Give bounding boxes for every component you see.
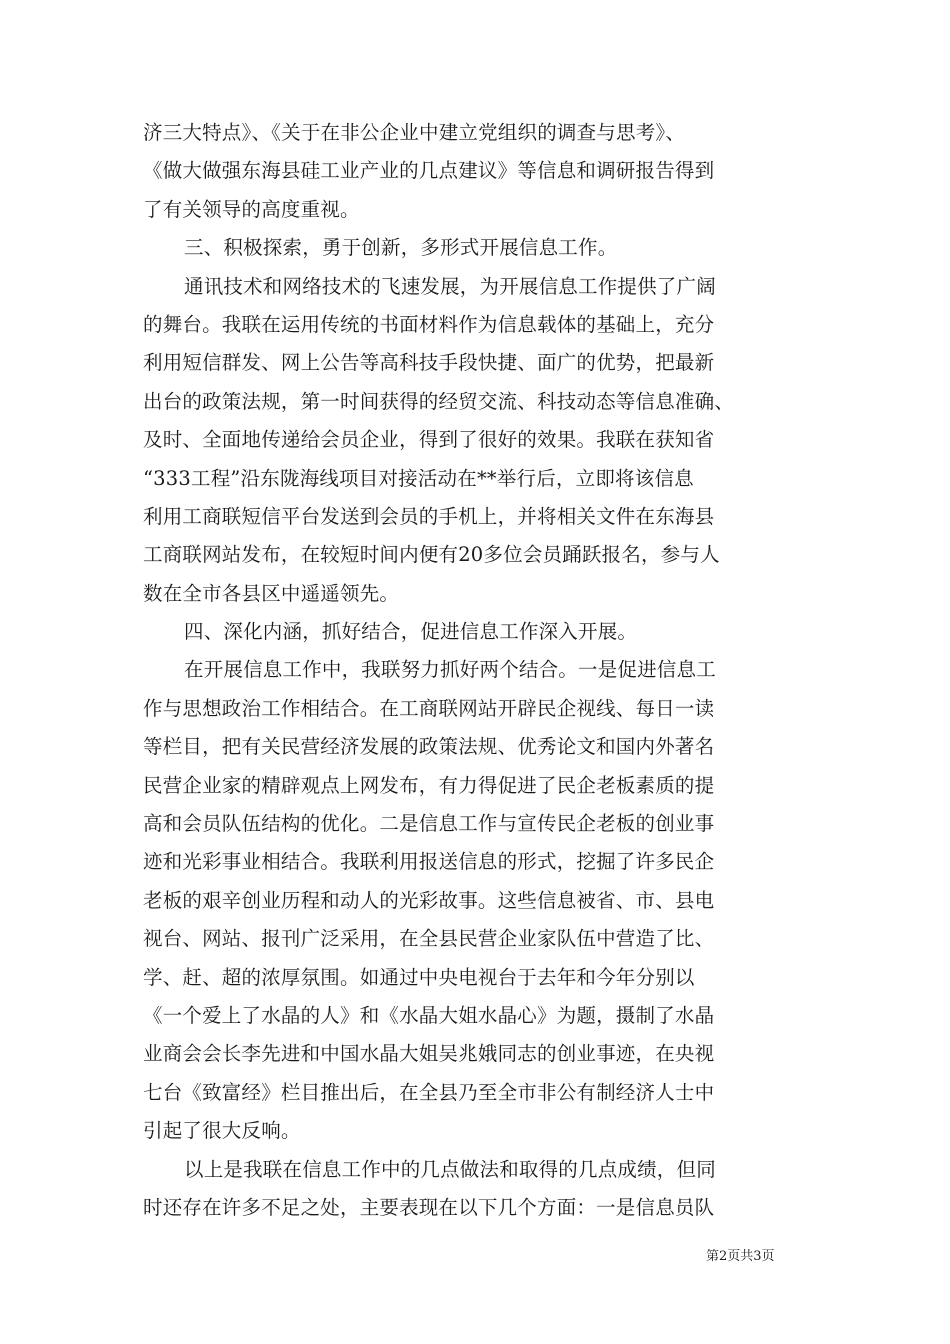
text-line: 利用工商联短信平台发送到会员的手机上，并将相关文件在东海县 xyxy=(143,504,715,528)
section-heading-4: 四、深化内涵，抓好结合，促进信息工作深入开展。 xyxy=(184,620,638,644)
text-line: 出台的政策法规，第一时间获得的经贸交流、科技动态等信息准确、 xyxy=(143,389,735,413)
text-line: 的舞台。我联在运用传统的书面材料作为信息载体的基础上，充分 xyxy=(143,312,715,336)
text-line: “333工程”沿东陇海线项目对接活动在**举行后，立即将该信息 xyxy=(143,466,694,490)
text-line: 七台《致富经》栏目推出后，在全县乃至全市非公有制经济人士中 xyxy=(143,1080,715,1104)
text-line: 业商会会长李先进和中国水晶大姐吴兆娥同志的创业事迹，在央视 xyxy=(143,1042,715,1066)
text-line: 等栏目，把有关民营经济发展的政策法规、优秀论文和国内外著名 xyxy=(143,735,715,759)
text-line: 引起了很大反响。 xyxy=(143,1119,301,1143)
text-line: 视台、网站、报刊广泛采用，在全县民营企业家队伍中营造了比、 xyxy=(143,927,715,951)
text-line: 通讯技术和网络技术的飞速发展，为开展信息工作提供了广阔 xyxy=(184,274,716,298)
text-line: 作与思想政治工作相结合。在工商联网站开辟民企视线、每日一读 xyxy=(143,696,715,720)
section-heading-3: 三、积极探索，勇于创新，多形式开展信息工作。 xyxy=(184,236,618,260)
text-line: 民营企业家的精辟观点上网发布，有力得促进了民企老板素质的提 xyxy=(143,773,715,797)
text-line: 高和会员队伍结构的优化。二是信息工作与宣传民企老板的创业事 xyxy=(143,812,715,836)
text-line: 利用短信群发、网上公告等高科技手段快捷、面广的优势，把最新 xyxy=(143,351,715,375)
document-body xyxy=(143,114,815,1227)
text-line: 时还存在许多不足之处，主要表现在以下几个方面：一是信息员队 xyxy=(143,1195,715,1219)
text-line: 以上是我联在信息工作中的几点做法和取得的几点成绩，但同 xyxy=(184,1157,716,1181)
text-line: 工商联网站发布，在较短时间内便有20多位会员踊跃报名，参与人 xyxy=(143,543,720,567)
page-number-footer: 第2页共3页 xyxy=(706,1249,775,1264)
text-line: 《做大做强东海县硅工业产业的几点建议》等信息和调研报告得到 xyxy=(143,159,715,183)
text-line: 老板的艰辛创业历程和动人的光彩故事。这些信息被省、市、县电 xyxy=(143,888,715,912)
text-line: 迹和光彩事业相结合。我联利用报送信息的形式，挖掘了许多民企 xyxy=(143,850,715,874)
text-line: 及时、全面地传递给会员企业，得到了很好的效果。我联在获知省 xyxy=(143,428,715,452)
text-line: 学、赶、超的浓厚氛围。如通过中央电视台于去年和今年分别以 xyxy=(143,965,695,989)
text-line: 了有关领导的高度重视。 xyxy=(143,197,360,221)
text-line: 《一个爱上了水晶的人》和《水晶大姐水晶心》为题，摄制了水晶 xyxy=(143,1003,715,1027)
text-line: 济三大特点》、《关于在非公企业中建立党组织的调查与思考》、 xyxy=(143,121,686,144)
text-line: 在开展信息工作中，我联努力抓好两个结合。一是促进信息工 xyxy=(184,658,716,682)
text-line: 数在全市各县区中遥遥领先。 xyxy=(143,581,400,605)
